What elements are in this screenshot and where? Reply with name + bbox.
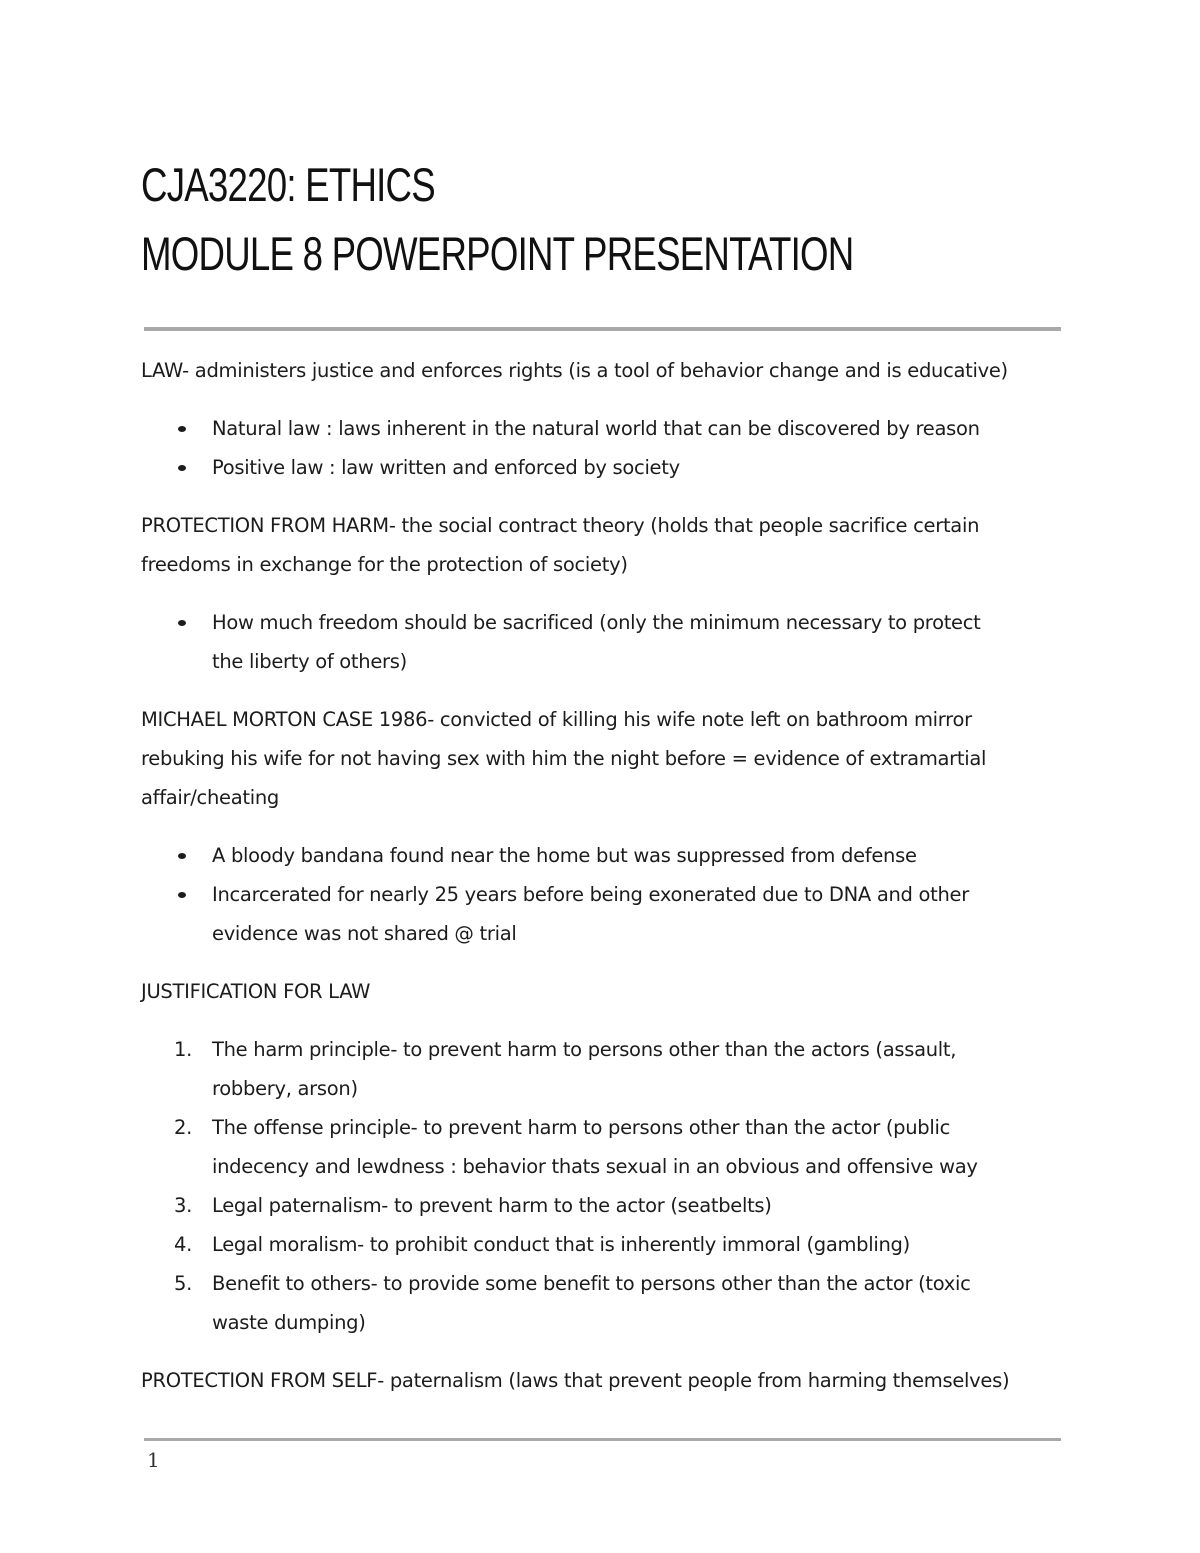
list-item: 2. The offense principle- to prevent harm to persons other than the actor (public indecency and lewdness : behavior thats sexual in an obvious and offensive way — [141, 1108, 1071, 1186]
footer-divider — [144, 1438, 1061, 1441]
list-number: 1. — [174, 1038, 193, 1061]
bullet-icon — [178, 892, 186, 898]
page-number: 1 — [147, 1448, 160, 1472]
justification-list — [141, 1030, 1071, 1342]
list-item: 3. Legal paternalism- to prevent harm to the actor (seatbelts) — [141, 1186, 1071, 1225]
justification-heading: JUSTIFICATION FOR LAW — [141, 980, 371, 1003]
morton-case-paragraph: MICHAEL MORTON CASE 1986- convicted of killing his wife note left on bathroom mirror rebuking his wife for not having sex with him the night before = evidence of extramartial affair/cheating — [141, 708, 987, 809]
bullet-icon — [178, 853, 186, 859]
document-title — [141, 150, 890, 288]
morton-case-list — [141, 836, 1071, 953]
law-paragraph: LAW- administers justice and enforces rights (is a tool of behavior change and is educative) — [141, 359, 1008, 382]
list-item: 1. The harm principle- to prevent harm to persons other than the actors (assault, robbery, arson) — [141, 1030, 1071, 1108]
header-divider — [144, 327, 1061, 331]
list-number: 4. — [174, 1233, 193, 1256]
bullet-icon — [178, 465, 186, 471]
list-number: 2. — [174, 1116, 193, 1139]
bullet-icon — [178, 426, 186, 432]
list-number: 3. — [174, 1194, 193, 1217]
list-item: Natural law : laws inherent in the natural world that can be discovered by reason — [141, 409, 1071, 448]
title-line-course: CJA3220: ETHICS — [141, 158, 435, 211]
self-protection-paragraph: PROTECTION FROM SELF- paternalism (laws that prevent people from harming themselves) — [141, 1369, 1010, 1392]
title-line-module: MODULE 8 POWERPOINT PRESENTATION — [141, 227, 854, 280]
law-types-list — [141, 409, 1071, 487]
list-item: Incarcerated for nearly 25 years before being exonerated due to DNA and other evidence was not shared @ trial — [141, 875, 1071, 953]
list-item: Positive law : law written and enforced by society — [141, 448, 1071, 487]
bullet-icon — [178, 620, 186, 626]
list-number: 5. — [174, 1272, 193, 1295]
document-body — [141, 351, 1071, 1419]
list-item: How much freedom should be sacrificed (only the minimum necessary to protect the liberty of others) — [141, 603, 1071, 681]
harm-list — [141, 603, 1071, 681]
list-item: 4. Legal moralism- to prohibit conduct that is inherently immoral (gambling) — [141, 1225, 1071, 1264]
list-item: A bloody bandana found near the home but was suppressed from defense — [141, 836, 1071, 875]
harm-paragraph: PROTECTION FROM HARM- the social contract theory (holds that people sacrifice certain freedoms in exchange for the protection of society) — [141, 514, 980, 576]
list-item: 5. Benefit to others- to provide some benefit to persons other than the actor (toxic waste dumping) — [141, 1264, 1071, 1342]
